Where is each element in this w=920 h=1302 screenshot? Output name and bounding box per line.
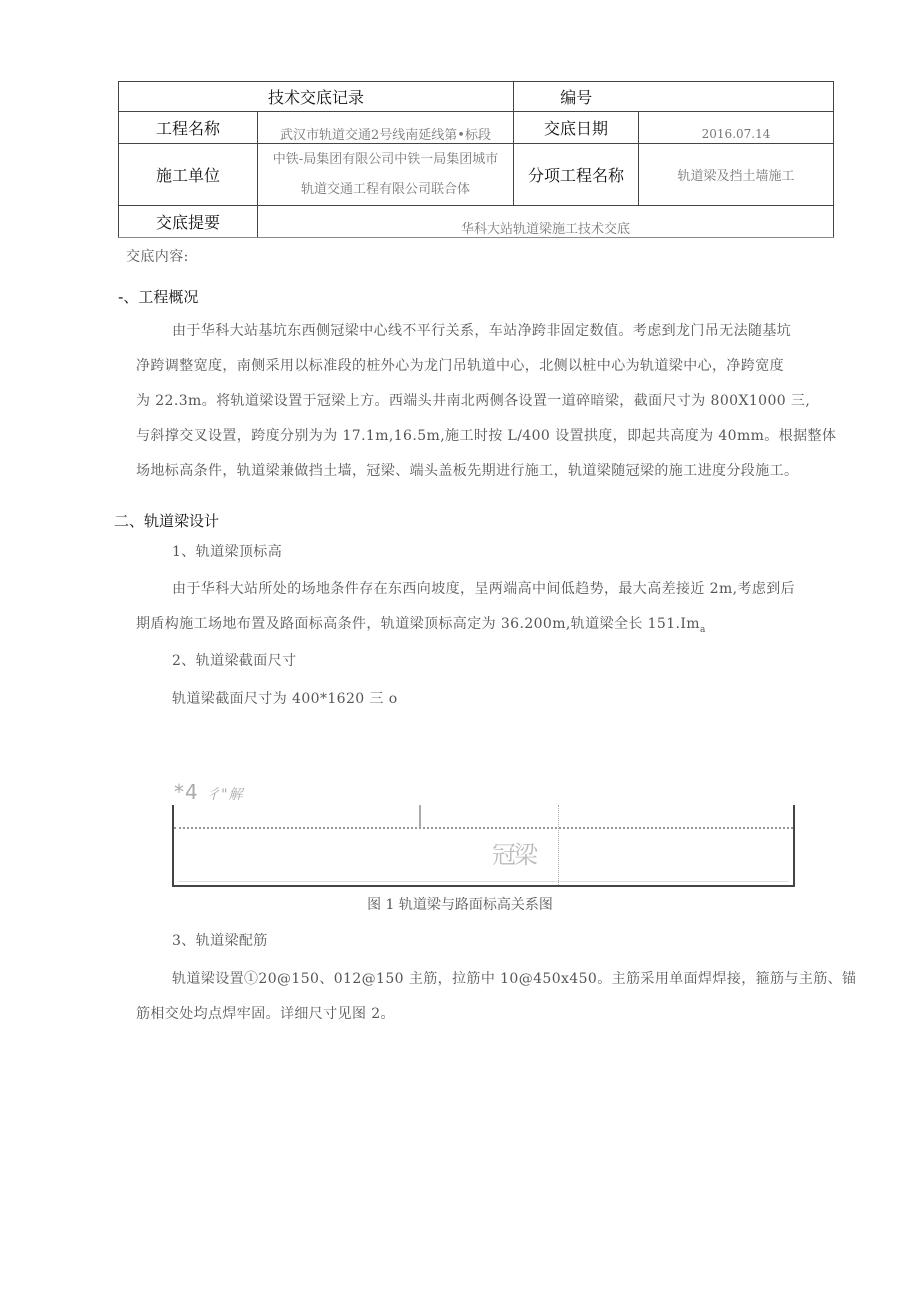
contractor-value [258,144,514,206]
subscript: a [700,624,706,635]
briefing-date-label: 交底日期 [514,112,639,144]
figure-1-caption: 图 1 轨道梁与路面标高关系图 [367,897,553,913]
project-name-label: 工程名称 [119,112,258,144]
section-1-heading: -、工程概况 [118,288,199,306]
project-name-value: 武汉市轨道交通2号线南延线第•标段 [258,112,514,144]
record-title: 技术交底记录 [119,82,514,112]
figure-1-diagram [172,805,795,887]
contractor-line-2: 轨道交通工程有限公司联合体 [301,181,471,197]
subsection-3-line: 轨道梁设置①20@150、012@150 主筋，拉筋中 10@450x450。主筋采用单面焊焊接，箍筋与主筋、锚 [172,971,857,987]
figure-1-inner-line [178,881,789,882]
section-1-line: 与斜撑交叉设置，跨度分别为为 17.1m,16.5m,施工时按 L/400 设置拱度，即起共高度为 40mm。根据整体 [136,428,837,444]
section-2-heading: 二、轨道梁设计 [114,512,220,530]
summary-label: 交底提要 [119,206,258,238]
subsection-1-heading: 1、轨道梁顶标高 [172,544,283,560]
number-label: 编号 [514,82,639,112]
subsection-2-heading: 2、轨道梁截面尺寸 [172,653,297,669]
figure-1-label [174,780,244,804]
subsection-3-line: 筋相交处均点焊牢固。详细尺寸见图 2。 [136,1006,395,1022]
subsection-1-line: 由于华科大站所处的场地条件存在东西向坡度，呈两端高中间低趋势，最大高差接近 2m,考虑到后 [172,581,796,597]
section-1-line: 为 22.3m。将轨道梁设置于冠梁上方。西端头井南北两侧各设置一道碎暗梁，截面尺寸为 800X1000 三, [136,393,811,409]
section-1-line: 净跨调整宽度，南侧采用以标准段的桩外心为龙门吊轨道中心，北侧以桩中心为轨道梁中心，净跨宽度 [136,358,784,374]
briefing-date-value: 2016.07.14 [639,112,834,144]
subsection-1-line-text: 期盾构施工场地布置及路面标高条件，轨道梁顶标高定为 36.200m,轨道梁全长 151.Im [136,616,700,632]
number-value [639,82,834,112]
header-table [118,81,834,238]
figure-1-crown-beam-text: 冠梁 [492,841,536,869]
figure-1-tick [419,805,421,827]
section-1-line: 场地标高条件，轨道梁兼做挡土墙，冠梁、端头盖板先期进行施工，轨道梁随冠梁的施工进度分段施工。 [136,463,799,479]
summary-value: 华科大站轨道梁施工技术交底 [258,206,834,238]
figure-1-divider [558,805,559,885]
figure-1-road-line [174,827,793,829]
subsection-2-line: 轨道梁截面尺寸为 400*1620 三 o [172,691,398,707]
contractor-label: 施工单位 [119,144,258,206]
figure-1-label-small: 彳"解 [206,787,244,803]
subsection-3-heading: 3、轨道梁配筋 [172,933,268,949]
subsection-1-line [136,613,706,635]
section-1-line: 由于华科大站基坑东西侧冠梁中心线不平行关系，车站净跨非固定数值。考虑到龙门吊无法随基坑 [172,323,792,339]
subproject-label: 分项工程名称 [514,144,639,206]
contractor-line-1: 中铁-局集团有限公司中铁一局集团城市 [272,151,499,167]
subproject-value: 轨道梁及挡土墙施工 [639,144,834,206]
content-intro: 交底内容: [126,249,189,265]
figure-1-label-big: *4 [174,780,199,804]
